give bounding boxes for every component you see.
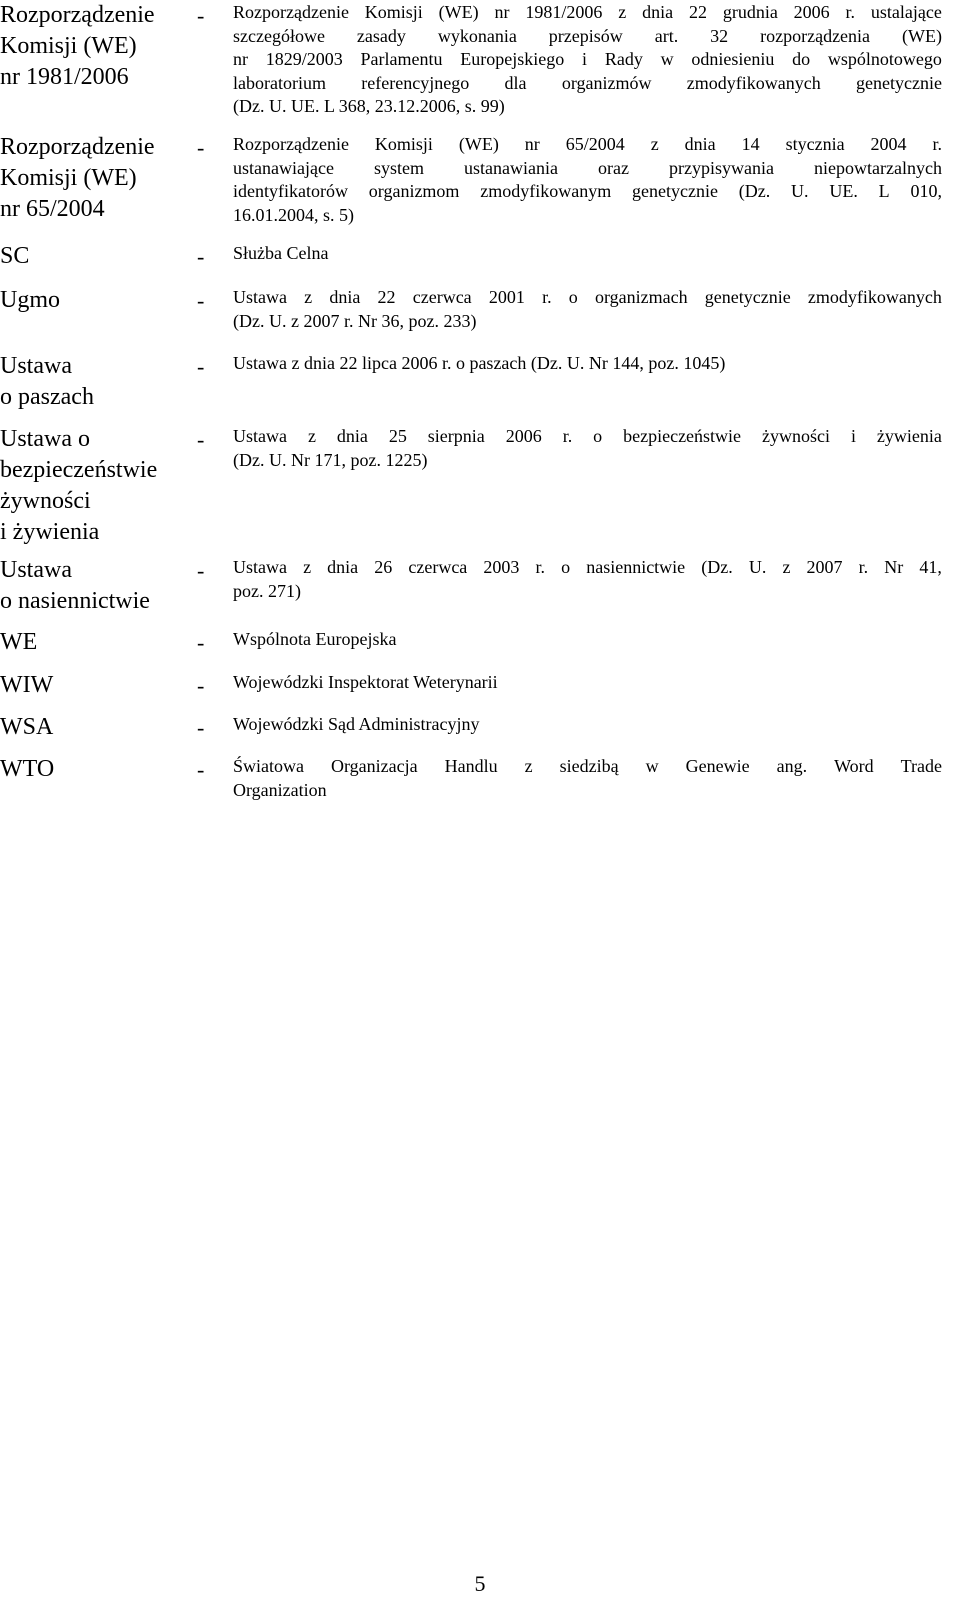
glossary-term-line: żywności: [0, 488, 91, 514]
definition-line: Światowa Organizacja Handlu z siedzibą w Genewie ang. Word Trade: [233, 756, 942, 776]
definition-line: Wojewódzki Sąd Administracyjny: [233, 714, 480, 734]
definition-line: identyfikatorów organizmom zmodyfikowanym genetycznie (Dz. U. UE. L 010,: [233, 181, 942, 201]
definition-line: (Dz. U. UE. L 368, 23.12.2006, s. 99): [233, 96, 505, 116]
definition-line: Rozporządzenie Komisji (WE) nr 1981/2006 z dnia 22 grudnia 2006 r. ustalające: [233, 2, 942, 22]
glossary-term: [0, 351, 192, 413]
separator-dash: -: [197, 135, 205, 160]
glossary-definition: [233, 352, 942, 376]
glossary-term-line: Ustawa o: [0, 426, 90, 452]
glossary-definition: [233, 1, 942, 119]
definition-line: Służba Celna: [233, 243, 329, 263]
definition-line: Ustawa z dnia 22 lipca 2006 r. o paszach (Dz. U. Nr 144, poz. 1045): [233, 353, 726, 373]
glossary-term-line: Komisji (WE): [0, 33, 137, 59]
glossary-definition: [233, 755, 942, 802]
glossary-term: [0, 424, 192, 548]
glossary-term-line: bezpieczeństwie: [0, 457, 158, 483]
definition-line: Wojewódzki Inspektorat Weterynarii: [233, 672, 498, 692]
glossary-term-line: Komisji (WE): [0, 165, 137, 191]
glossary-term-line: Ustawa: [0, 353, 72, 379]
glossary-term: [0, 712, 192, 743]
separator-dash: -: [197, 3, 205, 28]
page-number: 5: [474, 1571, 486, 1596]
glossary-definition: [233, 425, 942, 472]
glossary-term: [0, 132, 192, 225]
separator-dash: -: [197, 558, 205, 583]
glossary-term-line: o nasiennictwie: [0, 588, 150, 614]
separator-dash: -: [197, 630, 205, 655]
glossary-term-line: nr 1981/2006: [0, 64, 129, 90]
glossary-definition: [233, 628, 942, 652]
definition-line: nr 1829/2003 Parlamentu Europejskiego i Rady w odniesieniu do wspólnotowego: [233, 49, 942, 69]
definition-line: szczegółowe zasady wykonania przepisów art. 32 rozporządzenia (WE): [233, 25, 942, 46]
definition-line: (Dz. U. z 2007 r. Nr 36, poz. 233): [233, 310, 477, 331]
definition-line: Ustawa z dnia 22 czerwca 2001 r. o organizmach genetycznie zmodyfikowanych: [233, 287, 942, 307]
glossary-term-line: WSA: [0, 714, 54, 740]
separator-dash: -: [197, 673, 205, 698]
definition-line: Ustawa z dnia 26 czerwca 2003 r. o nasiennictwie (Dz. U. z 2007 r. Nr 41,: [233, 557, 942, 577]
glossary-term-line: Rozporządzenie: [0, 134, 155, 160]
glossary-definition: [233, 671, 942, 695]
separator-dash: -: [197, 757, 205, 782]
glossary-term: [0, 627, 192, 658]
glossary-term-line: WE: [0, 629, 38, 655]
glossary-term: [0, 241, 192, 272]
glossary-term: [0, 754, 192, 785]
definition-line: Organization: [233, 779, 327, 800]
glossary-term-line: nr 65/2004: [0, 196, 105, 222]
definition-line: Ustawa z dnia 25 sierpnia 2006 r. o bezpieczeństwie żywności i żywienia: [233, 426, 942, 446]
glossary-term-line: o paszach: [0, 384, 94, 410]
glossary-term-line: i żywienia: [0, 519, 100, 545]
glossary-term-line: Ustawa: [0, 557, 72, 583]
definition-line: poz. 271): [233, 580, 301, 601]
glossary-term-line: SC: [0, 243, 30, 269]
definition-line: 16.01.2004, s. 5): [233, 204, 354, 225]
definition-line: Wspólnota Europejska: [233, 629, 397, 649]
separator-dash: -: [197, 715, 205, 740]
glossary-definition: [233, 286, 942, 333]
definition-line: Rozporządzenie Komisji (WE) nr 65/2004 z dnia 14 stycznia 2004 r.: [233, 134, 942, 154]
separator-dash: -: [197, 427, 205, 452]
glossary-term: [0, 285, 192, 316]
glossary-term: [0, 0, 192, 93]
separator-dash: -: [197, 288, 205, 313]
glossary-term-line: Ugmo: [0, 287, 60, 313]
definition-line: ustanawiające system ustanawiania oraz przypisywania niepowtarzalnych: [233, 157, 942, 178]
separator-dash: -: [197, 354, 205, 379]
glossary-term: [0, 670, 192, 701]
glossary-definition: [233, 556, 942, 603]
glossary-term-line: WTO: [0, 756, 55, 782]
glossary-definition: [233, 133, 942, 227]
definition-line: (Dz. U. Nr 171, poz. 1225): [233, 449, 428, 470]
glossary-definition: [233, 242, 942, 266]
separator-dash: -: [197, 244, 205, 269]
glossary-definition: [233, 713, 942, 737]
glossary-term-line: WIW: [0, 672, 54, 698]
glossary-term: [0, 555, 192, 617]
glossary-term-line: Rozporządzenie: [0, 2, 155, 28]
definition-line: laboratorium referencyjnego dla organizmów zmodyfikowanych genetycznie: [233, 72, 942, 93]
